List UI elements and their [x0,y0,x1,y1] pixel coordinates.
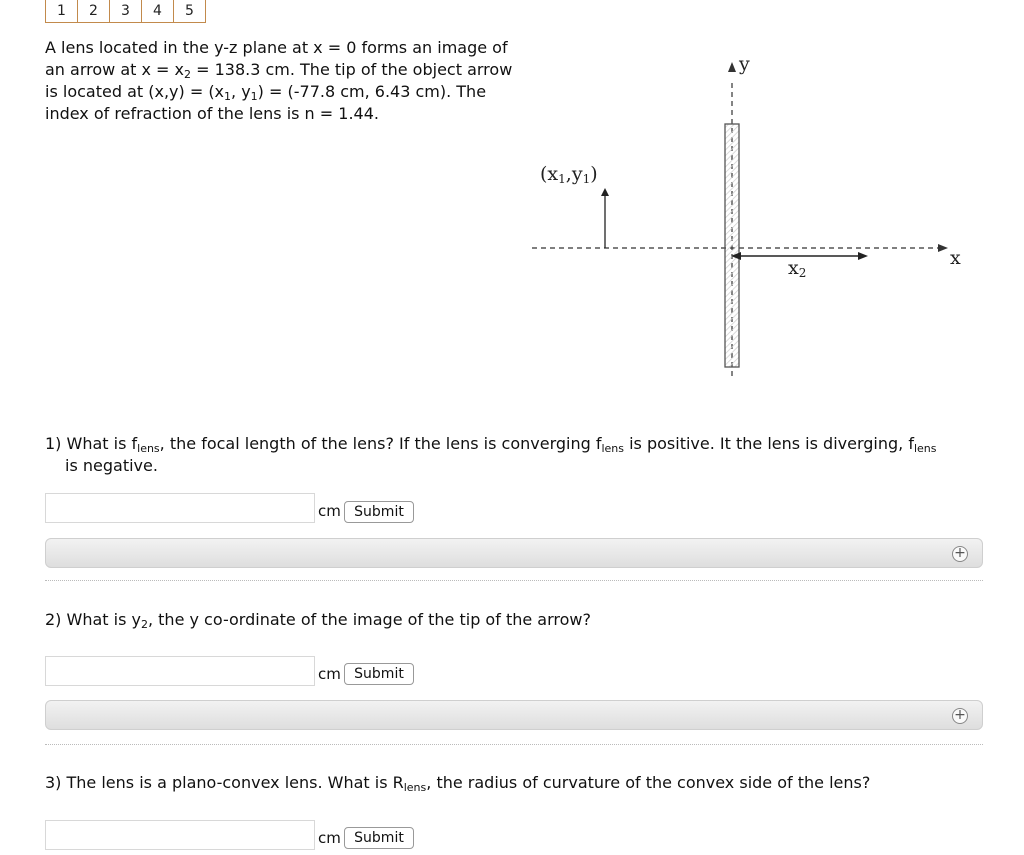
question-number: 1) [45,434,62,453]
question-text-part: , the y co-ordinate of the image of the tip of the arrow? [147,610,591,629]
unit-label-2: cm [318,665,341,683]
question-subscript: lens [137,442,160,455]
label-subscript: 2 [798,266,807,280]
page-tab-5[interactable]: 5 [173,0,206,23]
answer-input-3[interactable] [45,820,315,850]
submit-button-1[interactable]: Submit [344,501,414,523]
submit-button-2[interactable]: Submit [344,663,414,685]
question-3 [45,772,965,794]
problem-text-part: = 138.3 cm. The tip of the object arrow is located at (x,y) = (x [45,60,513,101]
x2-right-arrowhead [858,252,868,260]
problem-subscript: 2 [184,68,191,81]
y-axis-arrowhead [728,62,736,72]
lens-diagram-drawing [520,55,980,385]
x-axis-label: x [950,247,961,269]
answer-input-1[interactable] [45,493,315,523]
problem-text-part: ) = (-77.8 cm, 6.43 cm). The index of refraction of the lens is n = 1.44. [45,82,487,123]
unit-label-3: cm [318,829,341,847]
page-tabs [45,0,206,24]
divider [45,744,983,745]
label-part: ,y [565,163,583,185]
expand-plus-icon[interactable]: + [952,708,968,724]
unit-label-1: cm [318,502,341,520]
question-text-part: is positive. It the lens is diverging, f [624,434,914,453]
page-tab-4[interactable]: 4 [141,0,174,23]
question-subscript: 2 [140,618,148,631]
problem-text-part: A lens located in the y-z plane at x = 0 forms an image of an arrow at x = x [45,38,508,79]
question-1 [45,433,965,477]
problem-subscript: 1 [250,90,258,103]
x2-label [788,257,806,279]
problem-subscript: 1 [224,90,232,103]
answer-input-2[interactable] [45,656,315,686]
x-axis-arrowhead [938,244,948,252]
question-subscript: lens [913,442,937,455]
question-text-part: is negative. [65,456,158,475]
label-subscript: 1 [558,172,566,186]
page-tab-3[interactable]: 3 [109,0,142,23]
question-number: 3) [45,773,62,792]
question-subscript: lens [403,781,427,794]
object-arrowhead [601,188,609,196]
question-number: 2) [45,610,62,629]
question-text-part: What is y [66,610,141,629]
problem-statement [45,37,525,125]
label-part: x [788,257,799,279]
label-part: ) [590,163,598,185]
question-text-part: The lens is a plano-convex lens. What is R [66,773,404,792]
divider [45,580,983,581]
question-subscript: lens [601,442,625,455]
page-tab-2[interactable]: 2 [77,0,110,23]
lens-diagram [520,55,980,385]
lens [725,124,739,367]
page-tab-1[interactable]: 1 [45,0,78,23]
question-2 [45,609,965,631]
y-axis-label: y [739,53,750,75]
question-text-part: , the focal length of the lens? If the lens is converging f [159,434,602,453]
object-tip-label [540,163,598,185]
label-part: (x [540,163,559,185]
expand-plus-icon[interactable]: + [952,546,968,562]
hint-bar-1[interactable] [45,538,983,568]
label-subscript: 1 [582,172,591,186]
submit-button-3[interactable]: Submit [344,827,414,849]
hint-bar-2[interactable] [45,700,983,730]
problem-text-part: , y [231,82,251,101]
question-text-part: , the radius of curvature of the convex side of the lens? [426,773,871,792]
question-text-part: What is f [66,434,138,453]
